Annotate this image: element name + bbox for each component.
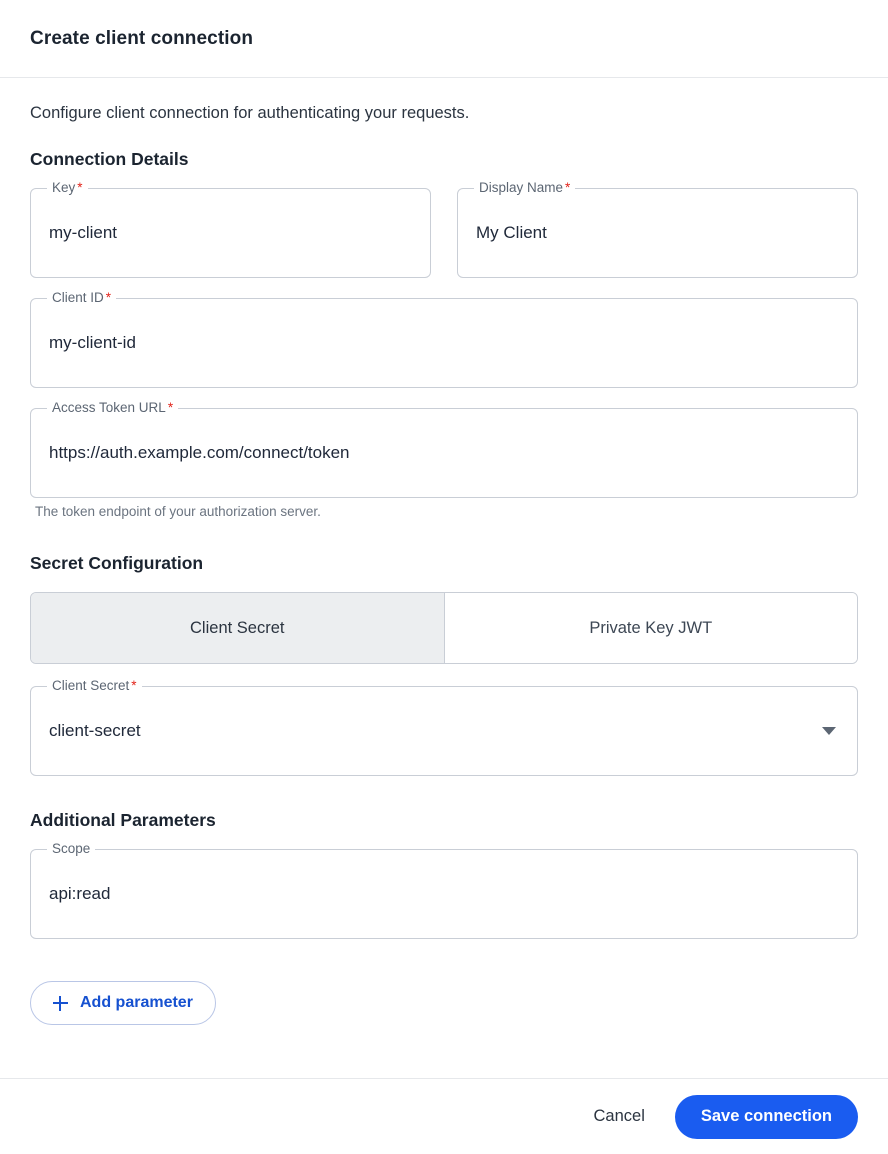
display-name-input-value: My Client bbox=[476, 223, 547, 242]
scope-input-value: api:read bbox=[49, 884, 111, 903]
add-parameter-label: Add parameter bbox=[80, 994, 193, 1011]
required-asterisk: * bbox=[105, 290, 112, 305]
dialog-footer bbox=[0, 1078, 888, 1154]
field-label-client-id bbox=[47, 289, 116, 307]
secret-type-toggle-group bbox=[30, 592, 858, 664]
field-key bbox=[30, 180, 431, 278]
required-asterisk: * bbox=[131, 678, 137, 693]
intro-text: Configure client connection for authenticating your requests. bbox=[30, 104, 470, 122]
field-label-access-token-url bbox=[47, 399, 178, 417]
chevron-down-icon[interactable] bbox=[822, 727, 836, 735]
field-access-token-url bbox=[30, 400, 858, 498]
toggle-client-secret[interactable]: Client Secret bbox=[31, 593, 444, 663]
field-label-access-token-url-text: Access Token URL bbox=[52, 400, 166, 415]
field-label-client-id-text: Client ID bbox=[52, 290, 104, 305]
field-client-secret bbox=[30, 678, 858, 776]
access-token-url-helper-text: The token endpoint of your authorization server. bbox=[35, 504, 321, 519]
required-asterisk: * bbox=[565, 180, 571, 195]
plus-icon bbox=[53, 996, 68, 1011]
section-title-secret-configuration: Secret Configuration bbox=[30, 553, 204, 573]
client-secret-select-value: client-secret bbox=[49, 721, 141, 740]
toggle-private-key-jwt[interactable]: Private Key JWT bbox=[444, 593, 858, 663]
access-token-url-input[interactable] bbox=[30, 408, 858, 498]
field-client-id bbox=[30, 290, 858, 388]
client-secret-select[interactable] bbox=[30, 686, 858, 776]
scope-input[interactable] bbox=[30, 849, 858, 939]
field-label-display-name-text: Display Name bbox=[479, 180, 564, 195]
add-parameter-button[interactable] bbox=[30, 981, 216, 1025]
field-label-client-secret-text: Client Secret bbox=[52, 678, 130, 693]
field-label-client-secret bbox=[47, 677, 142, 695]
client-id-input-value: my-client-id bbox=[49, 333, 136, 352]
page-title: Create client connection bbox=[30, 27, 254, 49]
field-label-key-text: Key bbox=[52, 180, 76, 195]
row-key-display-name bbox=[30, 180, 858, 278]
field-scope bbox=[30, 841, 858, 939]
field-label-key bbox=[47, 179, 88, 197]
dialog-body bbox=[0, 78, 888, 1078]
key-input[interactable] bbox=[30, 188, 431, 278]
save-connection-button[interactable]: Save connection bbox=[675, 1095, 858, 1139]
cancel-button[interactable]: Cancel bbox=[590, 1099, 649, 1134]
dialog-header bbox=[0, 0, 888, 78]
client-id-input[interactable] bbox=[30, 298, 858, 388]
display-name-input[interactable] bbox=[457, 188, 858, 278]
access-token-url-input-value: https://auth.example.com/connect/token bbox=[49, 443, 350, 462]
field-display-name bbox=[457, 180, 858, 278]
required-asterisk: * bbox=[77, 180, 83, 195]
field-label-scope bbox=[47, 840, 95, 858]
field-label-display-name bbox=[474, 179, 575, 197]
section-title-connection-details: Connection Details bbox=[30, 149, 189, 169]
section-title-additional-parameters: Additional Parameters bbox=[30, 810, 216, 830]
required-asterisk: * bbox=[167, 400, 174, 415]
key-input-value: my-client bbox=[49, 223, 118, 242]
field-label-scope-text: Scope bbox=[52, 841, 91, 856]
